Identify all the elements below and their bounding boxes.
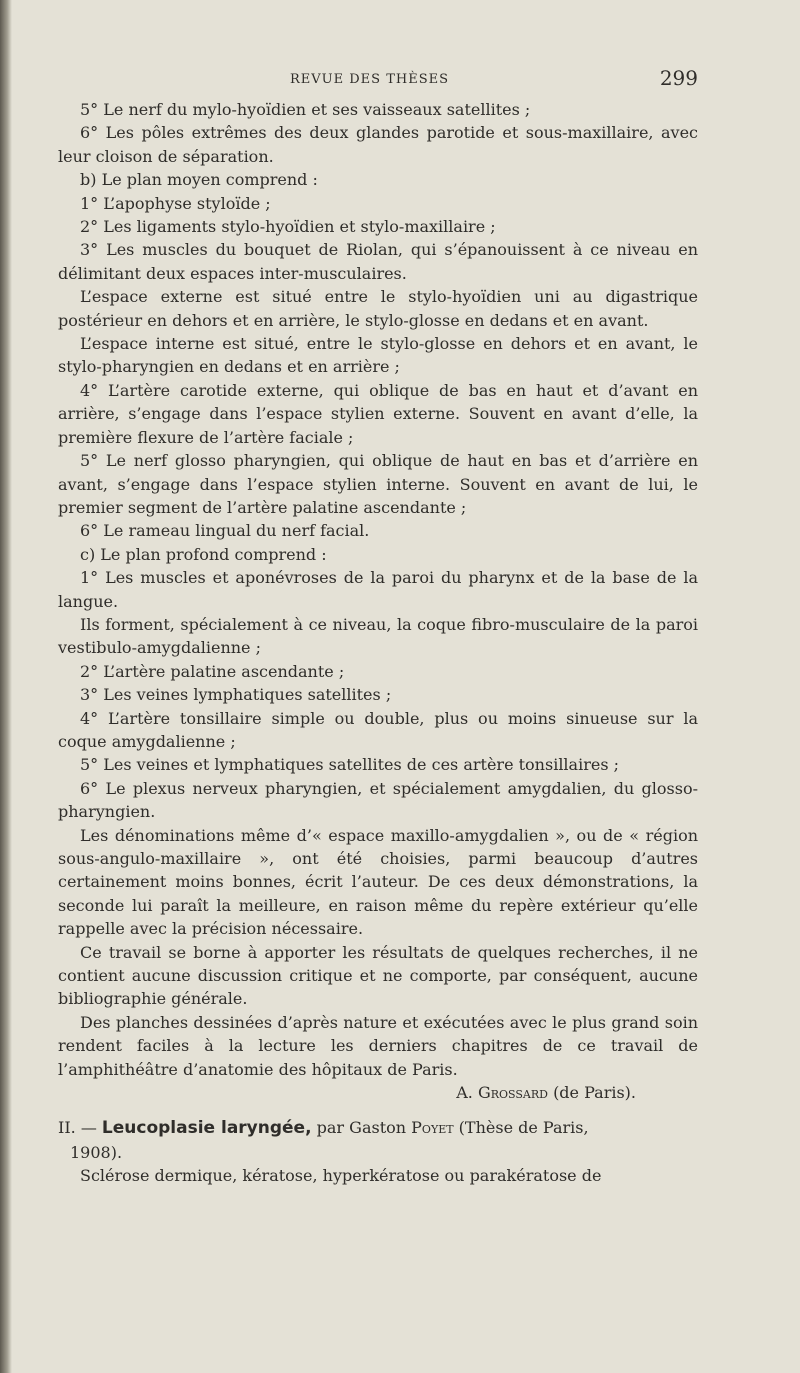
paragraph: 2° L’artère palatine ascendante ;	[80, 661, 345, 681]
paragraph: 4° L’artère tonsillaire simple ou double, plus ou moins sinueuse sur la coque amygdalienne ;	[58, 708, 698, 751]
paragraph: Les dénominations même d’« espace maxillo-amygdalien », ou de « région sous-angulo-maxillaire », ont été choisies, parmi beaucoup d’autres certainement moins bonnes, écrit l’auteur. De ces deux démonstrations, la seconde lui paraît la meilleure, en raison même du repère extérieur qu’elle rappelle avec la précision nécessaire.	[58, 825, 698, 939]
signature-place: (de Paris).	[553, 1083, 636, 1103]
paragraph: 5° Le nerf glosso pharyngien, qui oblique de haut en bas et d’arrière en avant, s’engage dans l’espace stylien interne. Souvent en avant de lui, le premier segment de l’artère palatine ascendante ;	[58, 451, 698, 517]
page-header	[58, 62, 698, 98]
paragraph: 6° Le plexus nerveux pharyngien, et spécialement amygdalien, du glosso-pharyngien.	[58, 778, 698, 822]
paragraph: Sclérose dermique, kératose, hyperkératose ou parakératose de	[80, 1166, 602, 1186]
article-author: Poyet	[411, 1118, 454, 1138]
body-text	[58, 98, 698, 1188]
paragraph: 5° Les veines et lymphatiques satellites de ces artère tonsillaires ;	[80, 755, 620, 775]
page-number: 299	[659, 66, 698, 90]
article-source: (Thèse de Paris,	[458, 1118, 589, 1138]
article-byline: par Gaston	[316, 1118, 407, 1138]
paragraph: Ils forment, spécialement à ce niveau, la coque fibro-musculaire de la paroi vestibulo-amygdalienne ;	[58, 614, 698, 658]
paragraph: 4° L’artère carotide externe, qui oblique de bas en haut et d’avant en arrière, s’engage dans l’espace stylien externe. Souvent en avant d’elle, la première flexure de l’artère faciale ;	[58, 380, 698, 447]
paragraph: L’espace externe est situé entre le stylo-hyoïdien uni au digastrique postérieur en dehors et en arrière, le stylo-glosse en dedans et en avant.	[58, 287, 698, 330]
paragraph: 6° Les pôles extrêmes des deux glandes parotide et sous-maxillaire, avec leur cloison de séparation.	[58, 123, 698, 166]
paragraph: 3° Les muscles du bouquet de Riolan, qui s’épanouissent à ce niveau en délimitant deux espaces inter-musculaires.	[58, 240, 698, 283]
page	[58, 62, 698, 1188]
paragraph: b) Le plan moyen comprend :	[80, 170, 318, 190]
running-head: REVUE DES THÈSES	[290, 72, 449, 87]
paragraph: Ce travail se borne à apporter les résultats de quelques recherches, il ne contient aucune discussion critique et ne comporte, par conséquent, aucune bibliographie générale.	[58, 942, 698, 1009]
paragraph: Des planches dessinées d’après nature et exécutées avec le plus grand soin rendent faciles à la lecture les derniers chapitres de ce travail de l’amphithéâtre d’anatomie des hôpitaux de Paris.	[58, 1012, 698, 1079]
article-heading	[58, 1116, 698, 1164]
article-title: Leucoplasie laryngée,	[101, 1118, 312, 1139]
paragraph: 1° Les muscles et aponévroses de la paroi du pharynx et de la base de la langue.	[58, 568, 698, 611]
article-heading-line	[58, 1116, 698, 1140]
signature	[58, 1081, 698, 1104]
paragraph: 3° Les veines lymphatiques satellites ;	[80, 685, 392, 705]
paragraph: c) Le plan profond comprend :	[80, 544, 327, 564]
book-spine-shadow	[0, 0, 12, 1373]
signature-name: A. Grossard	[456, 1083, 548, 1103]
paragraph: 6° Le rameau lingual du nerf facial.	[80, 521, 370, 541]
article-year: 1908).	[70, 1142, 123, 1162]
article-number: II. —	[58, 1118, 97, 1138]
paragraph: 2° Les ligaments stylo-hyoïdien et stylo-maxillaire ;	[80, 217, 496, 237]
paragraph: 1° L’apophyse styloïde ;	[80, 193, 271, 213]
paragraph: 5° Le nerf du mylo-hyoïdien et ses vaisseaux satellites ;	[80, 100, 531, 119]
paragraph: L’espace interne est situé, entre le stylo-glosse en dehors et en avant, le stylo-pharyngien en dedans et en arrière ;	[58, 334, 698, 377]
